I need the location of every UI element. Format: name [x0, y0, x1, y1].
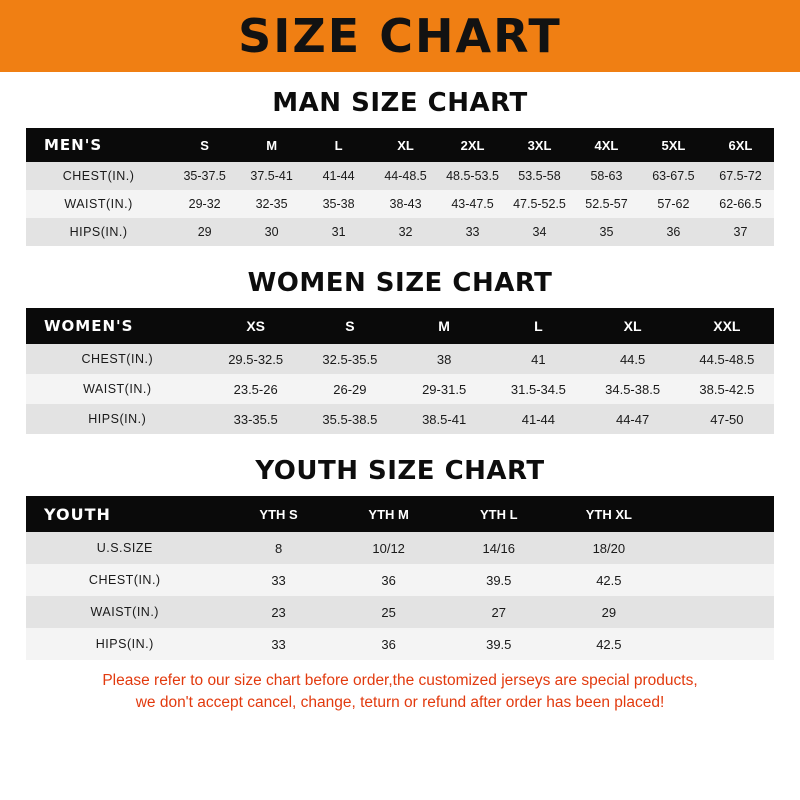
- cell-spacer: [664, 628, 774, 660]
- cell: 33: [224, 564, 334, 596]
- cell: 14/16: [444, 532, 554, 564]
- cell: 47.5-52.5: [506, 190, 573, 218]
- row-label: HIPS(IN.): [26, 404, 209, 434]
- col-header: YTH M: [334, 496, 444, 532]
- men-size-table: [26, 128, 774, 246]
- col-header: S: [171, 128, 238, 162]
- cell: 52.5-57: [573, 190, 640, 218]
- cell: 29-32: [171, 190, 238, 218]
- cell: 29: [554, 596, 664, 628]
- table-row: [26, 162, 774, 190]
- col-header: L: [305, 128, 372, 162]
- footer-line-1: Please refer to our size chart before order,the customized jerseys are special products,: [102, 672, 698, 689]
- cell: 35: [573, 218, 640, 246]
- cell: 32.5-35.5: [303, 344, 397, 374]
- cell: 44.5: [585, 344, 679, 374]
- table-row: [26, 628, 774, 660]
- footer-note: [0, 660, 800, 715]
- spacer: [26, 118, 774, 128]
- row-label: WAIST(IN.): [26, 596, 224, 628]
- col-header: 5XL: [640, 128, 707, 162]
- cell: 58-63: [573, 162, 640, 190]
- men-corner-label: MEN'S: [26, 128, 171, 162]
- spacer: [26, 486, 774, 496]
- cell: 53.5-58: [506, 162, 573, 190]
- women-table-body: [26, 344, 774, 434]
- col-header: 4XL: [573, 128, 640, 162]
- cell: 41-44: [491, 404, 585, 434]
- youth-table-head: [26, 496, 774, 532]
- col-header: XL: [372, 128, 439, 162]
- cell-spacer: [664, 564, 774, 596]
- youth-table-body: [26, 532, 774, 660]
- youth-corner-label: YOUTH: [26, 496, 224, 532]
- col-header: 2XL: [439, 128, 506, 162]
- cell: 35-38: [305, 190, 372, 218]
- cell: 37.5-41: [238, 162, 305, 190]
- row-label: CHEST(IN.): [26, 344, 209, 374]
- cell: 41-44: [305, 162, 372, 190]
- cell: 23.5-26: [209, 374, 303, 404]
- cell-spacer: [664, 532, 774, 564]
- col-header: YTH XL: [554, 496, 664, 532]
- cell: 39.5: [444, 628, 554, 660]
- col-header: XS: [209, 308, 303, 344]
- row-label: WAIST(IN.): [26, 190, 171, 218]
- cell: 36: [334, 564, 444, 596]
- cell: 36: [334, 628, 444, 660]
- section-title-men: MAN SIZE CHART: [272, 88, 528, 118]
- col-header: M: [238, 128, 305, 162]
- youth-size-table: [26, 496, 774, 660]
- cell: 44-48.5: [372, 162, 439, 190]
- col-header: 3XL: [506, 128, 573, 162]
- section-women: [0, 268, 800, 434]
- cell: 36: [640, 218, 707, 246]
- cell: 57-62: [640, 190, 707, 218]
- cell: 42.5: [554, 628, 664, 660]
- spacer: [0, 72, 800, 88]
- cell: 8: [224, 532, 334, 564]
- section-title-women: WOMEN SIZE CHART: [247, 268, 553, 298]
- cell: 43-47.5: [439, 190, 506, 218]
- cell: 33: [224, 628, 334, 660]
- cell: 38.5-42.5: [680, 374, 774, 404]
- table-row: [26, 344, 774, 374]
- table-row: [26, 596, 774, 628]
- cell: 18/20: [554, 532, 664, 564]
- row-label: U.S.SIZE: [26, 532, 224, 564]
- women-corner-label: WOMEN'S: [26, 308, 209, 344]
- row-label: HIPS(IN.): [26, 628, 224, 660]
- table-row: [26, 404, 774, 434]
- cell-spacer: [664, 596, 774, 628]
- col-header: YTH S: [224, 496, 334, 532]
- table-row: [26, 374, 774, 404]
- table-row: [26, 564, 774, 596]
- table-header-row: [26, 496, 774, 532]
- table-header-row: [26, 128, 774, 162]
- footer-line-2: we don't accept cancel, change, teturn or refund after order has been placed!: [135, 694, 665, 712]
- cell: 29-31.5: [397, 374, 491, 404]
- col-header: L: [491, 308, 585, 344]
- men-table-head: [26, 128, 774, 162]
- cell: 25: [334, 596, 444, 628]
- row-label: HIPS(IN.): [26, 218, 171, 246]
- cell: 67.5-72: [707, 162, 774, 190]
- cell: 41: [491, 344, 585, 374]
- col-header: M: [397, 308, 491, 344]
- cell: 29: [171, 218, 238, 246]
- cell: 32-35: [238, 190, 305, 218]
- spacer: [0, 434, 800, 456]
- col-header: YTH L: [444, 496, 554, 532]
- cell: 37: [707, 218, 774, 246]
- cell: 31.5-34.5: [491, 374, 585, 404]
- col-header: 6XL: [707, 128, 774, 162]
- cell: 26-29: [303, 374, 397, 404]
- cell: 39.5: [444, 564, 554, 596]
- cell: 33-35.5: [209, 404, 303, 434]
- row-label: CHEST(IN.): [26, 162, 171, 190]
- col-header: S: [303, 308, 397, 344]
- women-table-head: [26, 308, 774, 344]
- spacer: [26, 298, 774, 308]
- cell: 31: [305, 218, 372, 246]
- cell: 35-37.5: [171, 162, 238, 190]
- cell: 35.5-38.5: [303, 404, 397, 434]
- cell: 34: [506, 218, 573, 246]
- col-header-spacer: [664, 496, 774, 532]
- cell: 32: [372, 218, 439, 246]
- section-title-youth: YOUTH SIZE CHART: [255, 456, 545, 486]
- cell: 62-66.5: [707, 190, 774, 218]
- col-header: XL: [585, 308, 679, 344]
- cell: 23: [224, 596, 334, 628]
- spacer: [0, 246, 800, 268]
- cell: 48.5-53.5: [439, 162, 506, 190]
- header-banner: [0, 0, 800, 72]
- col-header: XXL: [680, 308, 774, 344]
- women-size-table: [26, 308, 774, 434]
- cell: 63-67.5: [640, 162, 707, 190]
- cell: 44.5-48.5: [680, 344, 774, 374]
- cell: 38: [397, 344, 491, 374]
- cell: 38-43: [372, 190, 439, 218]
- men-table-body: [26, 162, 774, 246]
- cell: 10/12: [334, 532, 444, 564]
- cell: 38.5-41: [397, 404, 491, 434]
- page-title: SIZE CHART: [238, 9, 562, 63]
- section-youth: [0, 456, 800, 660]
- table-header-row: [26, 308, 774, 344]
- cell: 30: [238, 218, 305, 246]
- cell: 33: [439, 218, 506, 246]
- table-row: [26, 218, 774, 246]
- cell: 29.5-32.5: [209, 344, 303, 374]
- row-label: WAIST(IN.): [26, 374, 209, 404]
- section-men: [0, 88, 800, 246]
- table-row: [26, 532, 774, 564]
- cell: 27: [444, 596, 554, 628]
- cell: 47-50: [680, 404, 774, 434]
- row-label: CHEST(IN.): [26, 564, 224, 596]
- cell: 44-47: [585, 404, 679, 434]
- cell: 34.5-38.5: [585, 374, 679, 404]
- cell: 42.5: [554, 564, 664, 596]
- table-row: [26, 190, 774, 218]
